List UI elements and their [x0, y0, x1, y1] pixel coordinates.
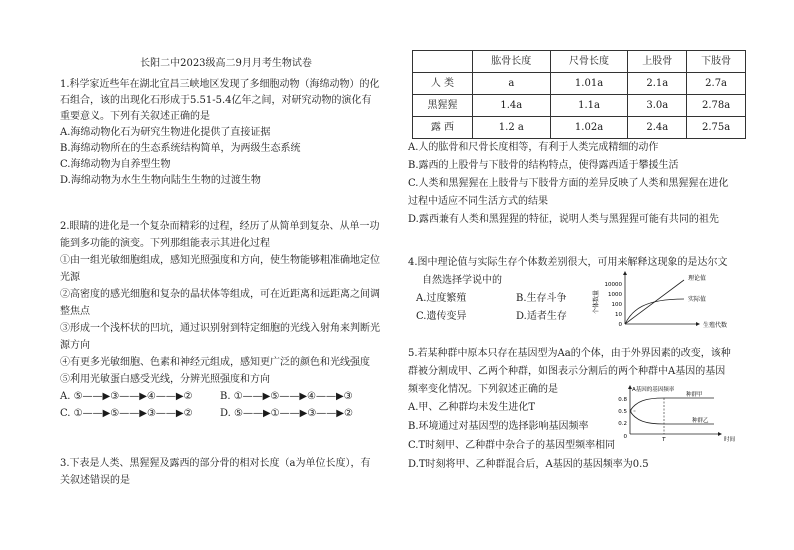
question-text: 5.若某种群中原本只存在基因型为Aa的个体，由于外界因素的改变，该种 — [408, 348, 731, 359]
option-b: B. ①——▶⑤——▶④——▶③ — [220, 391, 353, 402]
origin-label: 0 — [618, 322, 622, 328]
x-axis-label: 时间 — [724, 437, 736, 442]
question-1 — [60, 77, 380, 189]
table-row — [413, 95, 746, 117]
y-tick-label: 0.5 — [618, 409, 627, 415]
y-tick-label: 10000 — [604, 282, 622, 288]
table-header: 下肢骨 — [687, 51, 746, 73]
bone-length-table — [412, 50, 746, 139]
option-a: A.过度繁殖 — [416, 293, 467, 304]
question-text: 能到多功能的演变。下列那组能表示其进化过程 — [60, 238, 270, 249]
table-header: 上股骨 — [628, 51, 687, 73]
question-text: 自然选择学说中的 — [422, 275, 502, 286]
list-item: ②高密度的感光细胞和复杂的晶状体等组成，可在近距离和远距离之间调 — [60, 289, 380, 300]
list-item: ③形成一个浅杯状的凹坑，通过识别射到特定细胞的光线入射角来判断光 — [60, 323, 380, 334]
y-axis-label: A基因的基因频率 — [632, 387, 675, 393]
question-2 — [60, 219, 380, 423]
y-tick-label: 10 — [615, 312, 622, 318]
table-cell: 1.02a — [550, 117, 628, 139]
table-cell: 1.2 a — [472, 117, 550, 139]
table-header — [413, 51, 473, 73]
table-cell: 1.1a — [550, 95, 628, 117]
option-c: C.人类和黑猩猩在上肢骨与下肢骨方面的差异反映了人类和黑猩猩在进化 — [408, 178, 729, 189]
series-b-label: 种群乙 — [692, 418, 709, 424]
x-axis-arrow-icon — [718, 432, 722, 436]
population-chart — [592, 270, 742, 332]
question-text: 2.眼睛的进化是一个复杂而精彩的过程，经历了从简单到复杂、从单一功 — [60, 221, 380, 232]
list-item: ④有更多光敏细胞、色素和神经元组成，感知更广泛的颜色和光线强度 — [60, 357, 370, 368]
y-axis-label — [592, 290, 600, 314]
table-cell: 2.78a — [687, 95, 746, 117]
table-header-row — [413, 51, 746, 73]
option-d: D.适者生存 — [516, 311, 567, 322]
y-tick-label: 100 — [611, 302, 622, 308]
question-text: 3.下表是人类、黑猩猩及露西的部分骨的相对长度（a为单位长度），有 — [60, 458, 371, 469]
table-cell: 人 类 — [413, 73, 473, 95]
table-cell: 黑猩猩 — [413, 95, 473, 117]
gene-frequency-chart — [614, 384, 746, 442]
option-d: D.T时刻将甲、乙种群混合后，A基因的基因频率为0.5 — [408, 459, 649, 470]
series-a-label: 种群甲 — [686, 392, 703, 398]
table-cell: a — [472, 73, 550, 95]
option-c-continued: 过程中适应不同生活方式的结果 — [408, 196, 548, 207]
y-tick-label: 1000 — [608, 292, 622, 298]
table-cell: 露 西 — [413, 117, 473, 139]
list-item: 源方向 — [60, 340, 90, 351]
table-row — [413, 73, 746, 95]
actual-label: 实际值 — [688, 296, 707, 303]
question-text: 重要意义。下列有关叙述正确的是 — [60, 111, 210, 122]
y-tick-label: 0.2 — [618, 421, 627, 427]
table-cell: 1.01a — [550, 73, 628, 95]
y-axis-label-text: 个体数量 — [593, 289, 600, 315]
option-b: B.露西的上股骨与下肢骨的结构特点，使得露西适于攀援生活 — [408, 160, 679, 171]
question-text: 4.图中理论值与实际生存个体数差别很大，可用来解释这现象的是达尔文 — [408, 257, 728, 268]
table-cell: 2.75a — [687, 117, 746, 139]
option-c: C.海绵动物为自养型生物 — [60, 159, 171, 170]
table-header: 尺骨长度 — [550, 51, 628, 73]
table-row — [413, 117, 746, 139]
option-d: D.露西兼有人类和黑猩猩的特征，说明人类与黑猩猩可能有共同的祖先 — [408, 214, 719, 225]
question-text: 1.科学家近些年在湖北宜昌三峡地区发现了多细胞动物（海绵动物）的化 — [60, 79, 380, 90]
option-a: A. ⑤——▶③——▶④——▶② — [60, 391, 193, 402]
question-text: 关叙述错误的是 — [60, 475, 130, 486]
list-item: ①由一组光敏细胞组成，感知光照强度和方向，使生物能够粗准确地定位 — [60, 255, 380, 266]
option-b: B.环境通过对基因型的选择影响基因频率 — [408, 421, 589, 432]
page-title: 长阳二中2023级高二9月月考生物试卷 — [140, 58, 312, 69]
option-d: D.海绵动物为水生生物向陆生生物的过渡生物 — [60, 175, 261, 186]
x-axis-label: 生殖代数 — [703, 322, 728, 329]
series-a-curve — [630, 398, 714, 411]
option-c: C.遗传变异 — [416, 311, 467, 322]
option-c: C. ①——▶⑤——▶③——▶② — [60, 408, 193, 419]
option-a: A.人的肱骨和尺骨长度相等，有利于人类完成精细的动作 — [408, 142, 659, 153]
list-item: 整焦点 — [60, 306, 90, 317]
table-cell: 2.7a — [687, 73, 746, 95]
option-c: C.T时刻甲、乙种群中杂合子的基因型频率相同 — [408, 440, 616, 451]
list-item: 光源 — [60, 272, 80, 283]
question-text: 石组合，该的出现化石形成于5.51-5.4亿年之间，对研究动物的演化有 — [60, 95, 372, 106]
question-text: 群被分割成甲、乙两个种群，如图表示分割后的两个种群中A基因的基因 — [408, 366, 726, 377]
option-b: B.海绵动物所在的生态系统结构简单，为两级生态系统 — [60, 143, 301, 154]
actual-curve — [625, 299, 684, 324]
t-tick-label: T — [662, 437, 666, 442]
origin-label: 0 — [623, 434, 627, 440]
list-item: ⑤利用光敏蛋白感受光线，分辨光照强度和方向 — [60, 374, 270, 385]
y-tick-label: 0.8 — [618, 397, 627, 403]
option-a: A.海绵动物化石为研究生物进化提供了直接证据 — [60, 127, 271, 138]
table-cell: 1.4a — [472, 95, 550, 117]
question-3-options — [408, 140, 728, 230]
option-a: A.甲、乙种群均未发生进化T — [408, 402, 536, 413]
table-cell: 2.4a — [628, 117, 687, 139]
table-header: 肱骨长度 — [472, 51, 550, 73]
question-3 — [60, 456, 371, 490]
option-d: D. ⑤——▶①——▶③——▶② — [220, 408, 353, 419]
table-cell: 2.1a — [628, 73, 687, 95]
table-cell: 3.0a — [628, 95, 687, 117]
x-axis-arrow-icon — [696, 322, 700, 326]
option-b: B.生存斗争 — [516, 293, 567, 304]
question-text: 频率变化情况。下列叙述正确的是 — [408, 384, 558, 395]
y-axis-arrow-icon — [623, 271, 627, 275]
theory-label: 理论值 — [688, 275, 707, 282]
